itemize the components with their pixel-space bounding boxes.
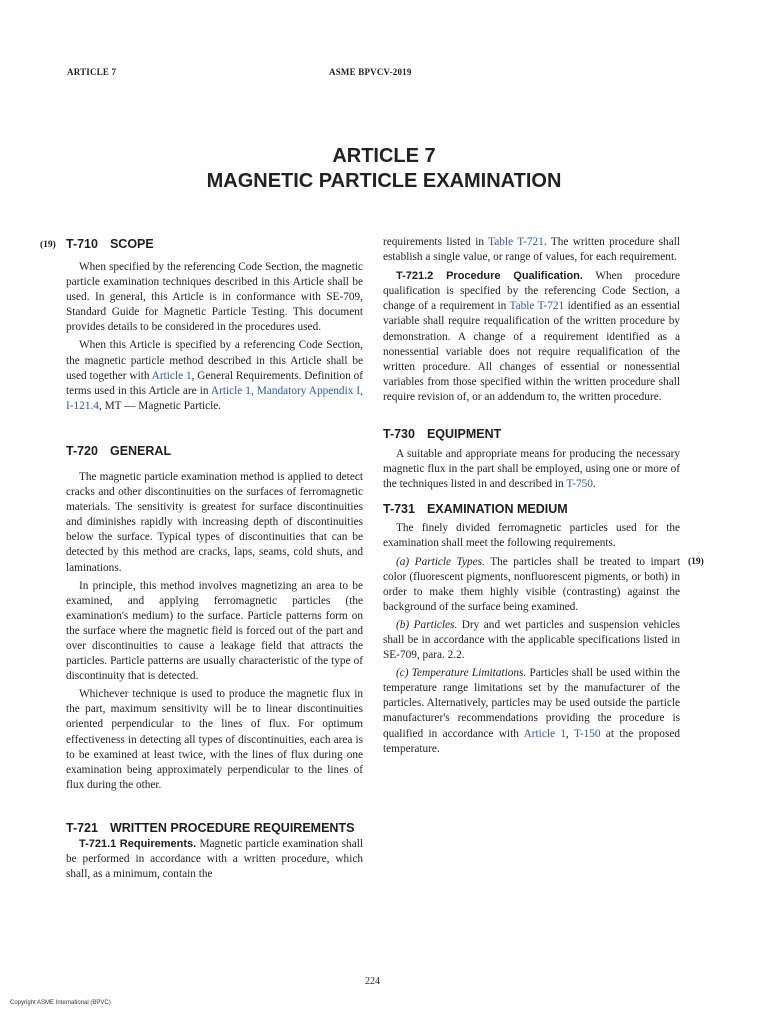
right-column [383, 235, 680, 757]
section-number: T-730 [383, 427, 415, 442]
running-header-left: ARTICLE 7 [67, 67, 117, 77]
paragraph-continuation: requirements listed in Table T-721. The written procedure shall establish a single value, or range of values, for each requirement. [383, 236, 680, 264]
paragraph-t720-2: In principle, this method involves magnetizing an area to be examined, and applying ferromagnetic particles (the examination's medium) to the surface. Particle patterns form on the surface where the magnetic field is forced out of the part and over discontinuities to cause a leakage field that attracts the particles. Particle patterns are usually characteristic of the type of discontinuity that is detected. [66, 579, 363, 683]
revision-mark-t731: (19) [688, 557, 704, 567]
link-table-t721-2[interactable]: Table T-721 [509, 300, 565, 313]
section-number: T-720 [66, 443, 98, 458]
subsection-lead: T-721.1 Requirements. [79, 837, 197, 850]
article-subject-title: MAGNETIC PARTICLE EXAMINATION [206, 170, 562, 192]
section-title: WRITTEN PROCEDURE REQUIREMENTS [109, 820, 355, 835]
paragraph-t731-intro: The finely divided ferromagnetic particles used for the examination shall meet the following requirements. [383, 522, 680, 550]
paragraph-t710-2: When this Article is specified by a referencing Code Section, the magnetic particle method described in this Article shall be used together with Article 1, General Requirements. Definition of terms used in this Article are in Article 1, Mandatory Appendix I, I-121.4, MT — Magnetic Particle. [66, 339, 363, 412]
link-article-1-t731[interactable]: Article 1 [523, 727, 566, 740]
section-heading-t731 [383, 500, 680, 518]
subsection-lead: T-721.2 Procedure Qualification. [396, 270, 583, 283]
section-title: EXAMINATION MEDIUM [426, 502, 568, 517]
left-column [66, 235, 363, 882]
section-heading-t730 [383, 425, 680, 443]
paragraph-t720-1: The magnetic particle examination method is applied to detect cracks and other discontinuities on the surfaces of ferromagnetic materials. The sensitivity is greatest for surface discontinuities and diminishes rapidly with increasing depth of discontinuities below the surface. Typical types of discontinuities that can be detected by this method are cracks, laps, seams, cold shuts, and laminations. [66, 470, 363, 574]
link-article-1[interactable]: Article 1 [151, 369, 192, 382]
section-number: T-710 [66, 237, 98, 251]
link-mandatory-appendix[interactable]: Article 1, Mandatory Appendix I, I-121.4 [66, 384, 363, 412]
section-number: T-731 [383, 502, 415, 517]
link-t150[interactable]: T-150 [573, 727, 601, 740]
paragraph-t7212: T-721.2 Procedure Qualification. When procedure qualification is specified by the referencing Code Section, a change of a requirement in Table T-721 identified as an essential variable shall require requalification of the written procedure by demonstration. A change of a requirement identified as a nonessential variable does not require requalification of the written procedure. All changes of essential or nonessential variables from those specified within the written procedure shall require revision of, or an addendum to, the written procedure. [383, 270, 681, 403]
running-header-right: ASME BPVCV-2019 [329, 67, 412, 77]
section-heading-t720 [66, 442, 363, 460]
section-heading-t721 [66, 819, 363, 837]
article-number-title: ARTICLE 7 [332, 145, 436, 167]
revision-mark-t710: (19) [40, 240, 56, 250]
page-number: 224 [365, 976, 380, 987]
paragraph-t731-a: (a) Particle Types. The particles shall be treated to impart color (fluorescent pigments, nonfluorescent pigments, or both) in order to make them highly visible (contrasting) against the background of the surface being examined. [383, 555, 680, 613]
section-title: EQUIPMENT [426, 427, 502, 442]
paragraph-t720-3: Whichever technique is used to produce the magnetic flux in the part, maximum sensitivity will be to linear discontinuities oriented perpendicular to the lines of flux. For optimum effectiveness in detecting all types of discontinuities, each area is to be examined at least twice, with the lines of flux during one examination being approximately perpendicular to the lines of flux during the other. [66, 688, 363, 791]
section-title: GENERAL [109, 443, 172, 458]
section-number: T-721 [66, 820, 98, 835]
paragraph-t731-c: (c) Temperature Limitations. Particles shall be used within the temperature range limitations set by the manufacturer of the particles. Alternatively, particles may be used outside the particle manufacturer's recommendations providing the procedure is qualified in accordance with Article 1, T-150 at the proposed temperature. [383, 667, 680, 755]
paragraph-t730: A suitable and appropriate means for producing the necessary magnetic flux in the part shall be employed, using one or more of the techniques listed in and described in T-750. [383, 448, 680, 491]
section-heading-t710 [66, 235, 363, 253]
paragraph-t710-1: When specified by the referencing Code Section, the magnetic particle examination techniques described in this Article shall be used. In general, this Article is in conformance with SE-709, Standard Guide for Magnetic Particle Testing. This document provides details to be considered in the procedures used. [66, 261, 363, 334]
link-t750[interactable]: T-750 [566, 478, 593, 491]
item-label: (a) Particle Types. [396, 555, 485, 568]
paragraph-t731-b: (b) Particles. Dry and wet particles and suspension vehicles shall be in accordance with the applicable specifications listed in SE-709, para. 2.2. [383, 618, 680, 662]
link-table-t721[interactable]: Table T-721 [488, 236, 544, 248]
item-label: (b) Particles. [396, 618, 458, 631]
section-title: SCOPE [109, 237, 154, 251]
copyright-notice: Copyright ASME International (BPVC) [10, 1000, 111, 1006]
paragraph-t7211: T-721.1 Requirements. Magnetic particle examination shall be performed in accordance with a written procedure, which shall, as a minimum, contain the [66, 837, 363, 881]
item-label: (c) Temperature Limitations. [396, 667, 527, 680]
